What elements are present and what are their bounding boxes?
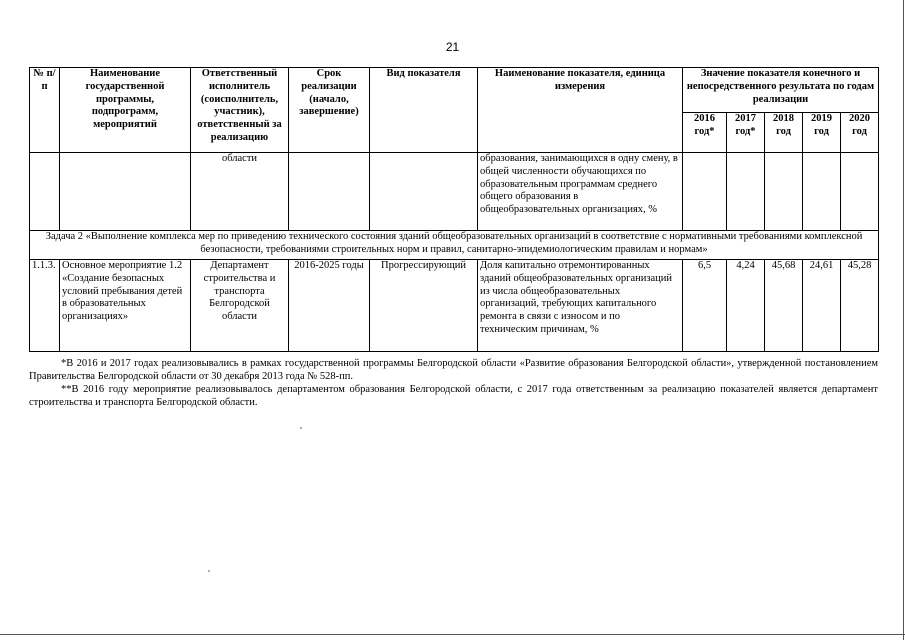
cell-value: 45,68 bbox=[765, 260, 803, 352]
header-num: № п/п bbox=[30, 68, 60, 153]
cell-value bbox=[841, 153, 879, 231]
cell-value bbox=[727, 153, 765, 231]
header-year: 2019 год bbox=[803, 113, 841, 153]
cell-responsible: Департамент строительства и транспорта Белгородской области bbox=[191, 260, 289, 352]
cell-value bbox=[683, 153, 727, 231]
task-row bbox=[30, 231, 879, 260]
cell-responsible: области bbox=[191, 153, 289, 231]
header-indicator-type: Вид показателя bbox=[370, 68, 478, 153]
footnote: **В 2016 году мероприятие реализовывалось департаментом образования Белгородской области, с 2017 года ответственным за реализацию показателей является департамент строительства и транспорта Белгородской области. bbox=[29, 384, 878, 408]
cell-value: 4,24 bbox=[727, 260, 765, 352]
cell-period bbox=[289, 153, 370, 231]
scan-edge-line bbox=[0, 634, 905, 635]
page-number: 21 bbox=[445, 40, 460, 54]
cell-value: 45,28 bbox=[841, 260, 879, 352]
header-indicator-name: Наименование показателя, единица измерения bbox=[478, 68, 683, 153]
cell-indicator-name: Доля капитально отремонтированных зданий общеобразовательных организаций из числа общеобразовательных организаций, требующих капитального ремонта в связи с износом и по техническим причинам, % bbox=[478, 260, 683, 352]
header-year: 2017 год* bbox=[727, 113, 765, 153]
scan-edge-line bbox=[903, 0, 904, 640]
cell-indicator-type: Прогрессирующий bbox=[370, 260, 478, 352]
scan-speck bbox=[208, 570, 210, 572]
footnotes bbox=[29, 357, 878, 409]
cell-num bbox=[30, 153, 60, 231]
cell-num: 1.1.3. bbox=[30, 260, 60, 352]
cell-value bbox=[765, 153, 803, 231]
cell-name: Основное мероприятие 1.2 «Создание безопасных условий пребывания детей в образовательных организациях» bbox=[60, 260, 191, 352]
header-year: 2020 год bbox=[841, 113, 879, 153]
task-2-text: Задача 2 «Выполнение комплекса мер по приведению технического состояния зданий общеобразовательных организаций в соответствие с нормативными требованиями комплексной безопасности, требованиями строительных норм и правил, санитарно-эпидемиологическим правилам и нормам» bbox=[30, 231, 879, 260]
table-row bbox=[30, 260, 879, 352]
header-period: Срок реализации (начало, завершение) bbox=[289, 68, 370, 153]
header-year: 2016 год* bbox=[683, 113, 727, 153]
header-responsible: Ответственный исполнитель (соисполнитель, участник), ответственный за реализацию bbox=[191, 68, 289, 153]
cell-value: 6,5 bbox=[683, 260, 727, 352]
cell-value bbox=[803, 153, 841, 231]
scan-speck bbox=[300, 427, 302, 429]
indicators-table bbox=[29, 67, 879, 352]
header-name: Наименование государственной программы, подпрограмм, мероприятий bbox=[60, 68, 191, 153]
cell-value: 24,61 bbox=[803, 260, 841, 352]
cell-indicator-name: образования, занимающихся в одну смену, в общей численности обучающихся по образовательным программам среднего общего образования в общеобразовательных организациях, % bbox=[478, 153, 683, 231]
cell-name bbox=[60, 153, 191, 231]
header-values-group: Значение показателя конечного и непосредственного результата по годам реализации bbox=[683, 68, 879, 113]
header-year: 2018 год bbox=[765, 113, 803, 153]
cell-indicator-type bbox=[370, 153, 478, 231]
table-row bbox=[30, 153, 879, 231]
cell-period: 2016-2025 годы bbox=[289, 260, 370, 352]
footnote: *В 2016 и 2017 годах реализовывались в рамках государственной программы Белгородской области «Развитие образования Белгородской области», утвержденной постановлением Правительства Белгородской области от 30 декабря 2013 года № 528-пп. bbox=[29, 358, 878, 382]
